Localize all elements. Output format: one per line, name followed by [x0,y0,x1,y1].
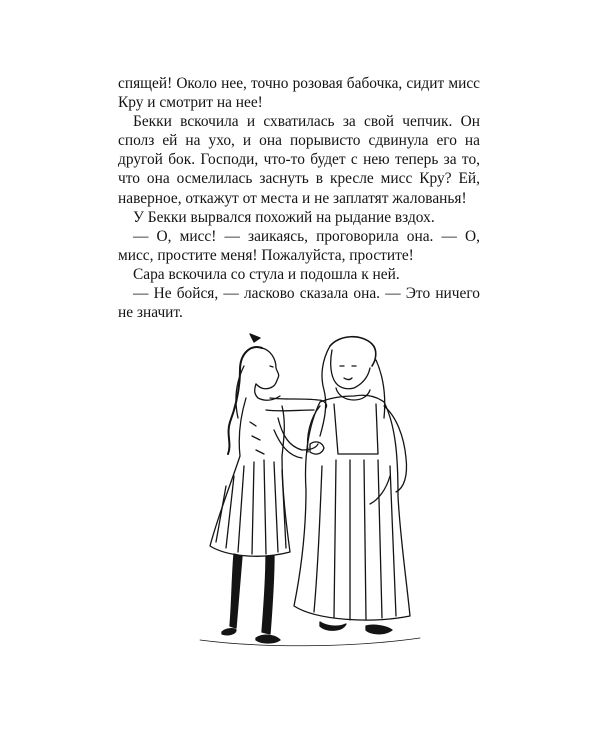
paragraph-1: спящей! Около нее, точно розовая бабочка, сидит мисс Кру и смотрит на нее! [118,75,480,112]
paragraph-4: — О, мисс! — заикаясь, проговорила она. — О, мисс, простите меня! Пожалуйста, простите! [118,227,480,264]
paragraph-3: У Бекки вырвался похожий на рыдание вздох. [133,208,435,226]
illustration-two-girls [170,326,440,666]
figure-right-girl [294,337,410,634]
figure-left-girl [210,334,327,643]
paragraph-5: Сара вскочила со стула и подошла к ней. [133,265,400,283]
ground-line [200,638,420,646]
paragraph-2: Бекки вскочила и схватилась за свой чепчик. Он сполз ей на ухо, и она порывисто сдвинула его на другой бок. Господи, что-то будет с нею теперь за то, что она осмелилась заснуть в кресле мисс Кру? Ей, наверное, откажут от места и не заплатят жалованья! [118,113,480,207]
paragraph-6: — Не бойся, — ласково сказала она. — Это ничего не значит. [118,285,480,322]
text-block [118,74,480,322]
